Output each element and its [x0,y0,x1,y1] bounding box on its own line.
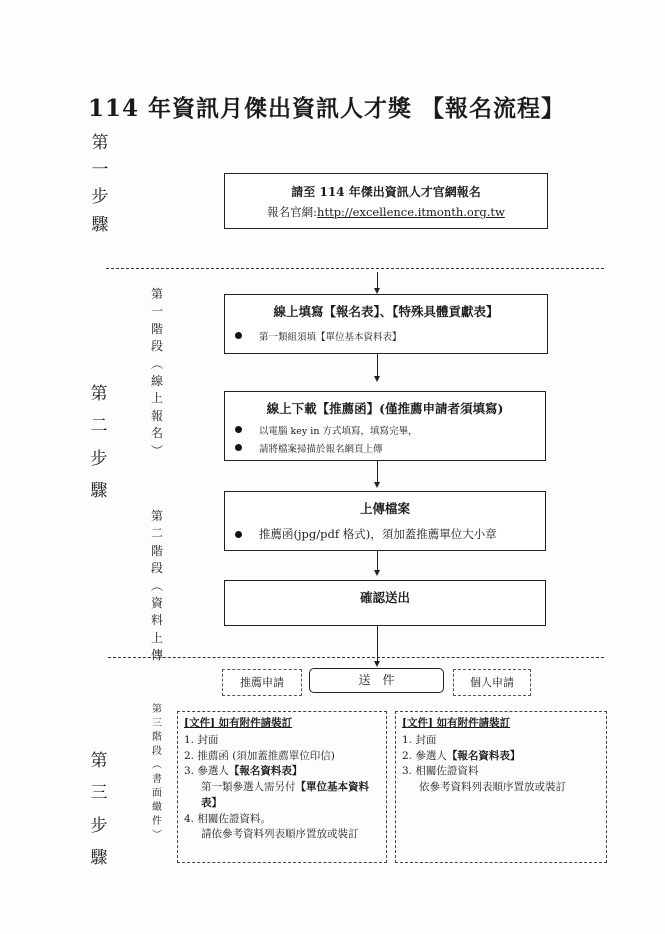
doc-item: 1. 封面 [402,733,437,746]
personal-documents-box [395,711,607,863]
phase3-label: 第 三 階 段 ︵ 書 面 繳 件 ︶ [152,704,162,841]
bullet-icon [235,444,242,451]
register-website-line [225,204,547,220]
online-form-title: 線上填寫【報名表】、【特殊具體貢獻表】 [273,304,499,319]
doc-item: 3. 相關佐證資料 [402,765,479,778]
doc-item-note: 依參考資料列表順序置放或裝訂 [419,781,566,793]
step-divider [106,268,604,269]
recommendation-note-1: 以電腦 key in 方式填寫，填寫完畢， [225,423,545,437]
step-divider [108,657,604,658]
register-instruction: 請至 114 年傑出資訊人才官網報名 [291,185,481,199]
bullet-icon [235,332,242,339]
recommend-documents-box [177,711,387,863]
recommend-apply-label: 推薦申請 [222,669,302,696]
arrow-down-icon [374,376,380,382]
flow-arrow-line [377,354,378,377]
personal-apply-label: 個人申請 [453,669,531,696]
upload-files-note: 推薦函(jpg/pdf 格式)，須加蓋推薦單位大小章 [225,526,545,542]
step2-label: 第 二 步 驟 [90,384,108,501]
register-website-box [224,173,548,229]
doc-item: 2. 推薦函 (須加蓋推薦單位印信) [184,749,335,762]
doc-item: 3. 參選人【報名資料表】 [184,765,303,778]
bullet-icon [235,426,242,433]
documents-header: [文件] 如有附件請裝訂 [184,717,293,729]
phase2-label: 第 二 階 段 ︵ 資 料 上 傳 [150,509,163,663]
flow-arrow-line [377,461,378,483]
online-form-note: 第一類組須填【單位基本資料表】 [225,329,547,343]
recommendation-note-2: 請將檔案掃描於報名網頁上傳 [225,441,545,455]
online-form-box [224,294,548,354]
recommendation-letter-box [224,391,546,461]
documents-header: [文件] 如有附件請裝訂 [402,717,511,729]
doc-item-note: 請依參考資料列表順序置放或裝訂 [201,828,359,841]
step3-label: 第 三 步 驟 [90,751,108,868]
arrow-down-icon [374,482,380,488]
website-link[interactable]: http://excellence.itmonth.org.tw [317,205,505,219]
doc-item: 1. 封面 [184,733,219,746]
arrow-down-icon [374,661,380,667]
website-label: 報名官網: [267,205,318,219]
page-title: 114 年資訊月傑出資訊人才獎 【報名流程】 [88,95,566,122]
flow-arrow-line [377,272,378,289]
confirm-submit-box [224,580,546,626]
upload-files-title: 上傳檔案 [359,501,410,516]
upload-files-box [224,491,546,551]
submit-documents-label: 送件 [309,668,444,693]
arrow-down-icon [374,570,380,576]
recommendation-letter-title: 線上下載【推薦函】(僅推薦申請者須填寫) [266,401,504,416]
bullet-icon [235,531,242,538]
flow-arrow-line [377,551,378,571]
phase1-label: 第 一 階 段 ︵ 線 上 報 名 ︶ [150,287,163,458]
doc-item: 2. 參選人【報名資料表】 [402,749,521,762]
doc-item: 4. 相關佐證資料。 [184,812,271,825]
step1-label: 第 一 步 驟 [91,133,109,235]
confirm-submit-title: 確認送出 [359,590,410,605]
doc-item-note: 第一類參選人需另付【單位基本資料表】 [201,781,369,809]
